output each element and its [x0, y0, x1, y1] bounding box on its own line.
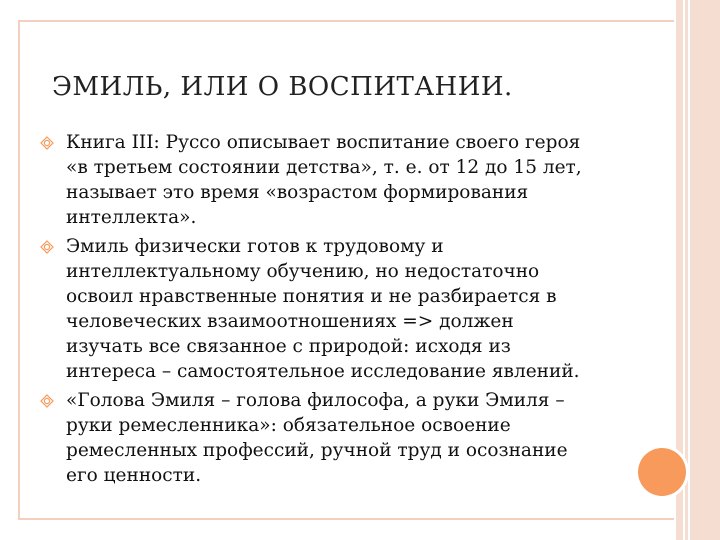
bullet-line: «в третьем состоянии детства», т. е. от 12 до 15 лет,	[66, 157, 582, 178]
bullet-line: изучать все связанное с природой: исходя из	[66, 336, 511, 357]
bullet-line: интереса – самостоятельное исследование явлений.	[66, 361, 580, 382]
diamond-target-icon	[40, 394, 54, 408]
bullet-line: Эмиль физически готов к трудовому и	[66, 236, 444, 257]
bullet-line: интеллектуальному обучению, но недостаточно	[66, 261, 540, 282]
bullet-line: интеллекта».	[66, 207, 197, 228]
decorative-circle	[638, 448, 686, 496]
bullet-line: руки ремесленника»: обязательное освоение	[66, 415, 511, 436]
bullet-line: человеческих взаимоотношениях => должен	[66, 311, 514, 332]
decorative-stripe-line	[688, 0, 690, 540]
bullet-line: освоил нравственные понятия и не разбирается в	[66, 286, 557, 307]
bullet-line: Книга III: Руссо описывает воспитание своего героя	[66, 132, 581, 153]
bullet-item	[40, 130, 640, 230]
bullet-line: ремесленных профессий, ручной труд и осознание	[66, 440, 568, 461]
decorative-stripe-line	[683, 0, 685, 540]
bullet-item	[40, 388, 640, 488]
bullet-item	[40, 234, 640, 384]
bullet-line: его ценности.	[66, 465, 202, 486]
bullet-line: называет это время «возрастом формирования	[66, 182, 529, 203]
slide-title: ЭМИЛЬ, ИЛИ О ВОСПИТАНИИ.	[52, 72, 513, 102]
diamond-target-icon	[40, 240, 54, 254]
diamond-target-icon	[40, 136, 54, 150]
bullet-line: «Голова Эмиля – голова философа, а руки Эмиля –	[66, 390, 565, 411]
bullet-list	[40, 130, 640, 492]
